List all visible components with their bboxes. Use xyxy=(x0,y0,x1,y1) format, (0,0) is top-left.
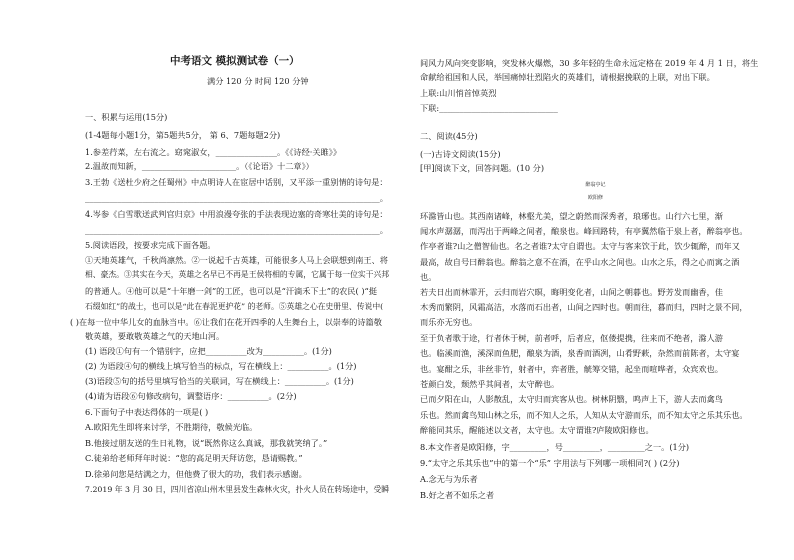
essay-line: 木秀而繁阴，风霜高洁，水落而石出者，山间之四时也。朝而往，暮而归，四时之景不同， xyxy=(420,302,748,312)
sub-question: (1) 语段①句有一个错别字，应把__________改为__________。(1分) xyxy=(85,346,332,356)
essay-line: 苍颜白发，颓然乎其间者，太守醉也。 xyxy=(420,379,560,389)
question-8: 8.本文作者是欧阳修，字_________，号_________，_________之一。(1分) xyxy=(420,442,690,452)
essay-line: 而乐亦无穷也。 xyxy=(420,317,478,327)
essay-line: 也。临溪而渔，溪深而鱼肥，酿泉为酒，泉香而酒冽，山肴野蔌，杂然而前陈者，太守宴 xyxy=(420,348,740,358)
question-3: 3.王勃《送杜少府之任蜀州》中点明诗人在宦居中话别，又平添一重别情的诗句是： xyxy=(85,177,388,187)
section-heading: 二、阅读(45分) xyxy=(420,131,478,141)
answer-line: ________________________________________________________________________。 xyxy=(85,193,388,203)
passage-line: ①天地英雄气，千秋尚凛然。②一说起千古英雄，可能很多人马上会联想到南王、将 xyxy=(85,255,388,265)
question-4: 4.岑参《白雪歌送武判官归京》中用浪漫夸张的手法表现边塞的奇寒壮美的诗句是： xyxy=(85,209,388,219)
instruction: [甲]阅读下文，回答问题。(10 分) xyxy=(420,163,545,173)
question-5: 5.阅读语段，按要求完成下面各题。 xyxy=(85,240,216,250)
option-a: A.念无与为乐者 xyxy=(420,474,478,484)
answer-line: ________________________________________________________________________。 xyxy=(85,225,388,235)
question-6: 6.下面句子中表达得体的一项是( ) xyxy=(85,407,209,417)
passage-line: 敬英雄，要敢敬英雄之气的天地山河。 xyxy=(85,331,225,341)
essay-line: 至于负者歌于途，行者休于树，前者呼，后者应，伛偻提携，往来而不绝者，滁人游 xyxy=(420,333,723,343)
question-1: 1.参差荇菜，左右流之。窈窕淑女，_______________。《《诗经·关雎》》 xyxy=(85,147,342,157)
essay-line: 乐也。然而禽鸟知山林之乐，而不知人之乐，人知从太守游而乐，而不知太守之乐其乐也。 xyxy=(420,410,748,420)
option-b: B.好之者不如乐之者 xyxy=(420,490,495,500)
text-line: 命献给祖国和人民，举国痛悼壮烈陷火的英雄们，请根据挽联的上联，对出下联。 xyxy=(420,72,715,82)
passage-line: ( )在每一位中华儿女的血脉当中。⑥让我们在花开四季的人生舞台上，以崇奉的诗篇敬 xyxy=(70,317,382,327)
exam-subtitle: 满分 120 分 时间 120 分钟 xyxy=(207,76,309,86)
passage-line: 相、豪杰。③其实在今天，英雄之名早已不再是王侯将相的专属，它属于每一位实干兴邦 xyxy=(85,270,390,279)
passage-line: 石缀如红”的战士，也可以是“此在春泥更护花” 的老师。⑤英雄之心在史册里、传说中( xyxy=(85,302,384,311)
option-c: C.徒弟给老师拜年时说：“您的高足明天拜访您，恳请赐教。” xyxy=(85,453,303,463)
right-column xyxy=(397,0,794,560)
option-a: A.欧阳先生即将来讨学，不胜期待，敬候光临。 xyxy=(85,422,258,432)
couplet-lower: 下联:_____________________________ xyxy=(420,103,558,113)
essay-line: 环滁皆山也。其西南诸峰，林壑尤美，望之蔚然而深秀者，琅琊也。山行六七里，渐 xyxy=(420,211,723,221)
exam-title: 中考语文 模拟测试卷（一） xyxy=(170,55,300,67)
essay-line: 作亭者谁?山之僧智仙也。名之者谁?太守自谓也。太守与客来饮于此，饮少辄醉，而年又 xyxy=(420,241,740,251)
option-d: D.徐弟问您是结满之力，但他费了很大的功，我们表示感谢。 xyxy=(85,469,307,479)
section-heading: 一、积累与运用(15分) xyxy=(85,112,168,122)
essay-line: 闻水声潺潺，而泻出于两峰之间者，酿泉也。峰回路转，有亭翼然临于泉上者，醉翁亭也。 xyxy=(420,226,748,236)
essay-author: 欧阳修 xyxy=(587,195,603,201)
essay-line: 也。宴酣之乐，非丝非竹，射者中，弈者胜，觥筹交错，起坐而喧哗者，众宾欢也。 xyxy=(420,364,723,374)
couplet-upper: 上联:山川悄首悼英烈 xyxy=(420,88,497,98)
essay-title: 醉翁亭记 xyxy=(585,182,606,188)
question-2: 2.温故而知新，_______________________。（《论语》十二章》） xyxy=(85,161,314,171)
essay-line: 已而夕阳在山，人影散乱，太守归而宾客从也。树林阴翳，鸣声上下，游人去而禽鸟 xyxy=(420,394,723,404)
text-line: (1-4题每小题1分，第5题共5分， 第 6、7题每题2分) xyxy=(85,130,281,140)
sub-question: (2) 为语段④句的横线上填写恰当的标点，写在横线上：__________。(1分) xyxy=(85,361,357,371)
essay-line: 也。 xyxy=(420,272,437,282)
text-line: 间风力风向突变影响，突发林火爆燃，30 多年轻的生命永远定格在 2019 年 4 月 1 日，将生 xyxy=(420,58,759,68)
question-9: 9.“太守之乐其乐也”中的第一个“乐” 字用法与下列哪一项相同?( ) (2分) xyxy=(420,458,680,468)
essay-line: 最高，故自号曰醉翁也。醉翁之意不在酒，在乎山水之间也。山水之乐，得之心而寓之酒 xyxy=(420,257,740,267)
essay-line: 醉能同其乐，醒能述以文者，太守也。太守谓谁?庐陵欧阳修也。 xyxy=(420,425,654,435)
sub-question: (4)请为语段⑥句修改病句，调整语序：__________。(2分) xyxy=(85,391,297,401)
essay-line: 若夫日出而林霏开，云归而岩穴暝，晦明变化者，山间之朝暮也。野芳发而幽香，佳 xyxy=(420,287,723,297)
option-b: B.他接过朋友送的生日礼物，说“既然你这么真诚，那我就笑纳了。” xyxy=(85,438,328,448)
question-7: 7.2019 年 3 月 30 日，四川省凉山州木里县发生森林火灾，扑火人员在转场途中，受瞬 xyxy=(85,485,390,494)
subsection-heading: (一)古诗文阅读(15分) xyxy=(420,149,501,159)
passage-line: 的普通人。④他可以是“十年磨一剑”的工匠，也可以是“汗滴禾下土”的农民( )“挺 xyxy=(85,286,377,296)
sub-question: (3)语段⑤句的括号里填写恰当的关联词，写在横线上：__________。(1分) xyxy=(85,376,354,386)
